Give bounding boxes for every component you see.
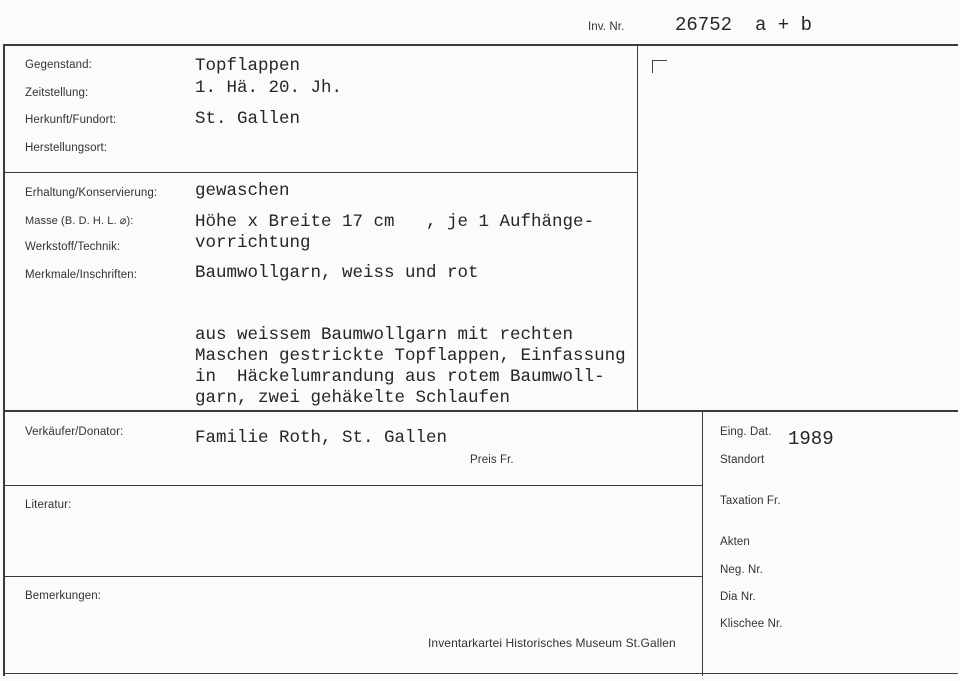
- label-standort: Standort: [720, 454, 765, 466]
- value-gegenstand: Topflappen: [195, 56, 301, 76]
- value-zeitstellung: 1. Hä. 20. Jh.: [195, 78, 343, 98]
- label-literatur: Literatur:: [25, 499, 72, 511]
- rule-top: [3, 44, 958, 46]
- rule-side-divider: [702, 410, 703, 676]
- label-gegenstand: Gegenstand:: [25, 59, 92, 71]
- inv-suffix: a + b: [755, 14, 813, 36]
- label-dia-nr: Dia Nr.: [720, 591, 756, 603]
- inv-nr-label: Inv. Nr.: [588, 21, 625, 33]
- value-masse-line2: vorrichtung: [195, 233, 311, 253]
- value-masse-line1: Höhe x Breite 17 cm , je 1 Aufhänge-: [195, 212, 595, 232]
- footer-museum: Inventarkartei Historisches Museum St.Gallen: [428, 636, 676, 650]
- label-akten: Akten: [720, 536, 750, 548]
- description-line: Maschen gestrickte Topflappen, Einfassung: [195, 346, 626, 366]
- value-verkaeufer: Familie Roth, St. Gallen: [195, 428, 448, 448]
- label-taxation: Taxation Fr.: [720, 495, 781, 507]
- label-preis: Preis Fr.: [470, 454, 514, 466]
- label-verkaeufer: Verkäufer/Donator:: [25, 426, 124, 438]
- value-erhaltung: gewaschen: [195, 181, 290, 201]
- value-eing-dat: 1989: [788, 428, 834, 450]
- rule-photo-divider: [637, 44, 638, 410]
- photo-corner-mark: [652, 60, 667, 73]
- label-bemerkungen: Bemerkungen:: [25, 590, 101, 602]
- value-herkunft: St. Gallen: [195, 109, 301, 129]
- label-klischee-nr: Klischee Nr.: [720, 618, 783, 630]
- label-herstellungsort: Herstellungsort:: [25, 142, 108, 154]
- description-line: aus weissem Baumwollgarn mit rechten: [195, 325, 574, 345]
- label-herkunft: Herkunft/Fundort:: [25, 114, 117, 126]
- value-merkmale: Baumwollgarn, weiss und rot: [195, 263, 479, 283]
- rule-object-bottom: [3, 172, 638, 173]
- rule-left: [3, 44, 5, 676]
- label-masse: Masse (B. D. H. L. ⌀):: [25, 215, 134, 227]
- label-erhaltung: Erhaltung/Konservierung:: [25, 187, 158, 199]
- rule-mid: [3, 410, 958, 412]
- label-zeitstellung: Zeitstellung:: [25, 87, 89, 99]
- label-neg-nr: Neg. Nr.: [720, 564, 763, 576]
- label-merkmale: Merkmale/Inschriften:: [25, 269, 138, 281]
- rule-donor-bottom: [3, 485, 703, 486]
- inv-number: 26752: [675, 14, 733, 36]
- label-werkstoff: Werkstoff/Technik:: [25, 241, 121, 253]
- label-eing-dat: Eing. Dat.: [720, 426, 772, 438]
- description-line: in Häckelumrandung aus rotem Baumwoll-: [195, 367, 605, 387]
- description-line: garn, zwei gehäkelte Schlaufen: [195, 388, 511, 408]
- rule-literatur-bottom: [3, 576, 703, 577]
- rule-bottom: [3, 673, 958, 674]
